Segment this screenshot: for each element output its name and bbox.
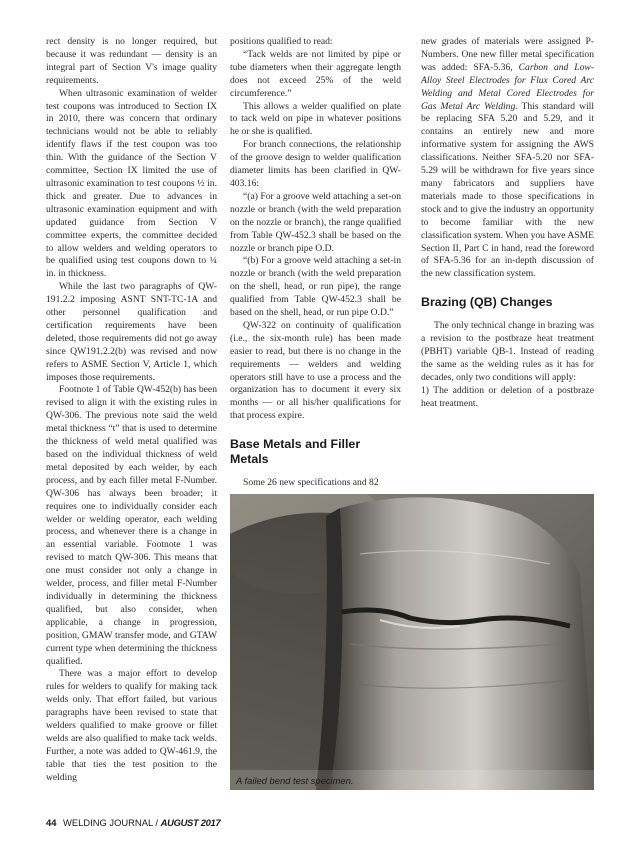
list-item: 1) The addition or deletion of a postbraze heat treatment. — [421, 384, 594, 409]
paragraph: rect density is no longer required, but because it was redundant — density is an integral part of Section V's image quality requirements. — [46, 36, 217, 86]
section-heading-base-metals: Base Metals and Filler Metals — [230, 437, 361, 467]
text-column-2 — [230, 36, 401, 490]
bend-test-photo — [230, 494, 594, 790]
specification-title: Carbon and Low-Alloy Steel Electrodes for Flux Cored Arc Welding and Metal Cored Electrodes for Gas Metal Arc Welding. — [421, 61, 595, 112]
page-number: 44 — [46, 817, 57, 828]
paragraph: Some 26 new specifications and 82 — [243, 477, 379, 489]
journal-name: WELDING JOURNAL / — [63, 817, 159, 828]
bend-test-specimen-image — [230, 494, 594, 790]
text-column-1 — [46, 36, 217, 785]
text-column-3 — [421, 36, 594, 411]
paragraph: While the last two paragraphs of QW-191.2.2 imposing ASNT SNT-TC-1A and other personnel qualification and certification requirements have been deleted, those requirements did not go away since QW191.2.2(b) was revised and now refers to ASME Section V, Article 1, which imposes those requirements. — [46, 281, 217, 383]
paragraph — [421, 36, 594, 281]
quote-paragraph: “(a) For a groove weld attaching a set-on nozzle or branch (with the weld preparation on the nozzle or branch), the range qualified from Table QW-452.3 shall be based on the nozzle or branch pipe O.D. — [230, 190, 401, 254]
paragraph: There was a major effort to develop rules for welders to qualify for making tack welds only. That effort failed, but various paragraphs have been revised to state that welders qualified to make groove or fillet welds are also qualified to make tack welds. Further, a note was added to QW-461.9, the table that ties the test position to the welding — [46, 668, 217, 783]
paragraph: positions qualified to read: — [230, 36, 333, 47]
issue-date: AUGUST 2017 — [160, 817, 221, 828]
paragraph: This allows a welder qualified on plate to tack weld on pipe in whatever positions he or she is qualified. — [230, 100, 401, 138]
quote-paragraph: “(b) For a groove weld attaching a set-in nozzle or branch (with the weld preparation on the shell, head, or run pipe), the range qualified from Table QW-452.3 shall be based on the shell, head, or run pipe O.D.” — [230, 255, 401, 319]
page-footer — [46, 816, 220, 830]
quote-paragraph: “Tack welds are not limited by pipe or tube diameters when their aggregate length does not exceed 25% of the weld circumference.” — [230, 48, 401, 99]
paragraph-text: This standard will be replacing SFA 5.20 and 5.29, and it contains an entirely new and more informative system for assigning the AWS classifications. Neither SFA-5.20 nor SFA-5.29 will be withdrawn for five years since many fabricators and suppliers have materials made to those specifications in stock and to give the industry an opportunity to become familiar with the new classification system. When you have ASME Section II, Part C in hand, read the foreword of SFA-5.36 for an in-depth discussion of the new classification system. — [421, 100, 595, 280]
section-heading-brazing: Brazing (QB) Changes — [421, 295, 553, 310]
paragraph: When ultrasonic examination of welder test coupons was introduced to Section IX in 2010, there was concern that ordinary technicians would not be able to reliably identify flaws if the test coupon was too thin. With the guidance of the Section V committee, Section IX limited the use of ultrasonic examination to test coupons ½ in. thick and greater. Due to advances in ultrasonic examination equipment and with updated guidance from Section V committee experts, the committee decided to allow welders and welding operators to be qualified using test coupons down to ¼ in. in thickness. — [46, 87, 217, 280]
paragraph: QW-322 on continuity of qualification (i.e., the six-month rule) has been made easier to read, but there is no change in the requirements — welders and welding operators still have to use a process and the organization has to document it every six months — or all his/her qualifications for that process expire. — [230, 319, 401, 422]
paragraph: The only technical change in brazing was a revision to the postbraze heat treatment (PBHT) variable QB-1. Instead of reading the same as the welding rules as it has for decades, only two conditions will apply: — [421, 320, 594, 383]
paragraph-text: new grades of materials were assigned P-Numbers. One new filler metal specification was added: SFA-5.36, — [421, 36, 594, 73]
paragraph: For branch connections, the relationship of the groove design to welder qualification diameter limits has been clarified in QW-403.16: — [230, 139, 401, 189]
photo-caption: A failed bend test specimen. — [236, 775, 354, 786]
paragraph: Footnote 1 of Table QW-452(b) has been revised to align it with the existing rules in QW-306. The previous note said the weld metal thickness “t” that is used to determine the thickness of weld metal qualified was based on the individual thickness of weld metal deposited by each welder, by each process, and by each filler metal F-Number. QW-306 has always been broader; it requires one to individually consider each welder or welding operator, each welding process, and whenever there is a change in an essential variable. Footnote 1 was revised to match QW-306. This means that one must consider not only a change in welder, process, and filler metal F-Number individually in determining the thickness qualified, but also consider, when applicable, a change in progression, position, GMAW transfer mode, and GTAW current type when determining the thickness qualified. — [46, 384, 217, 667]
